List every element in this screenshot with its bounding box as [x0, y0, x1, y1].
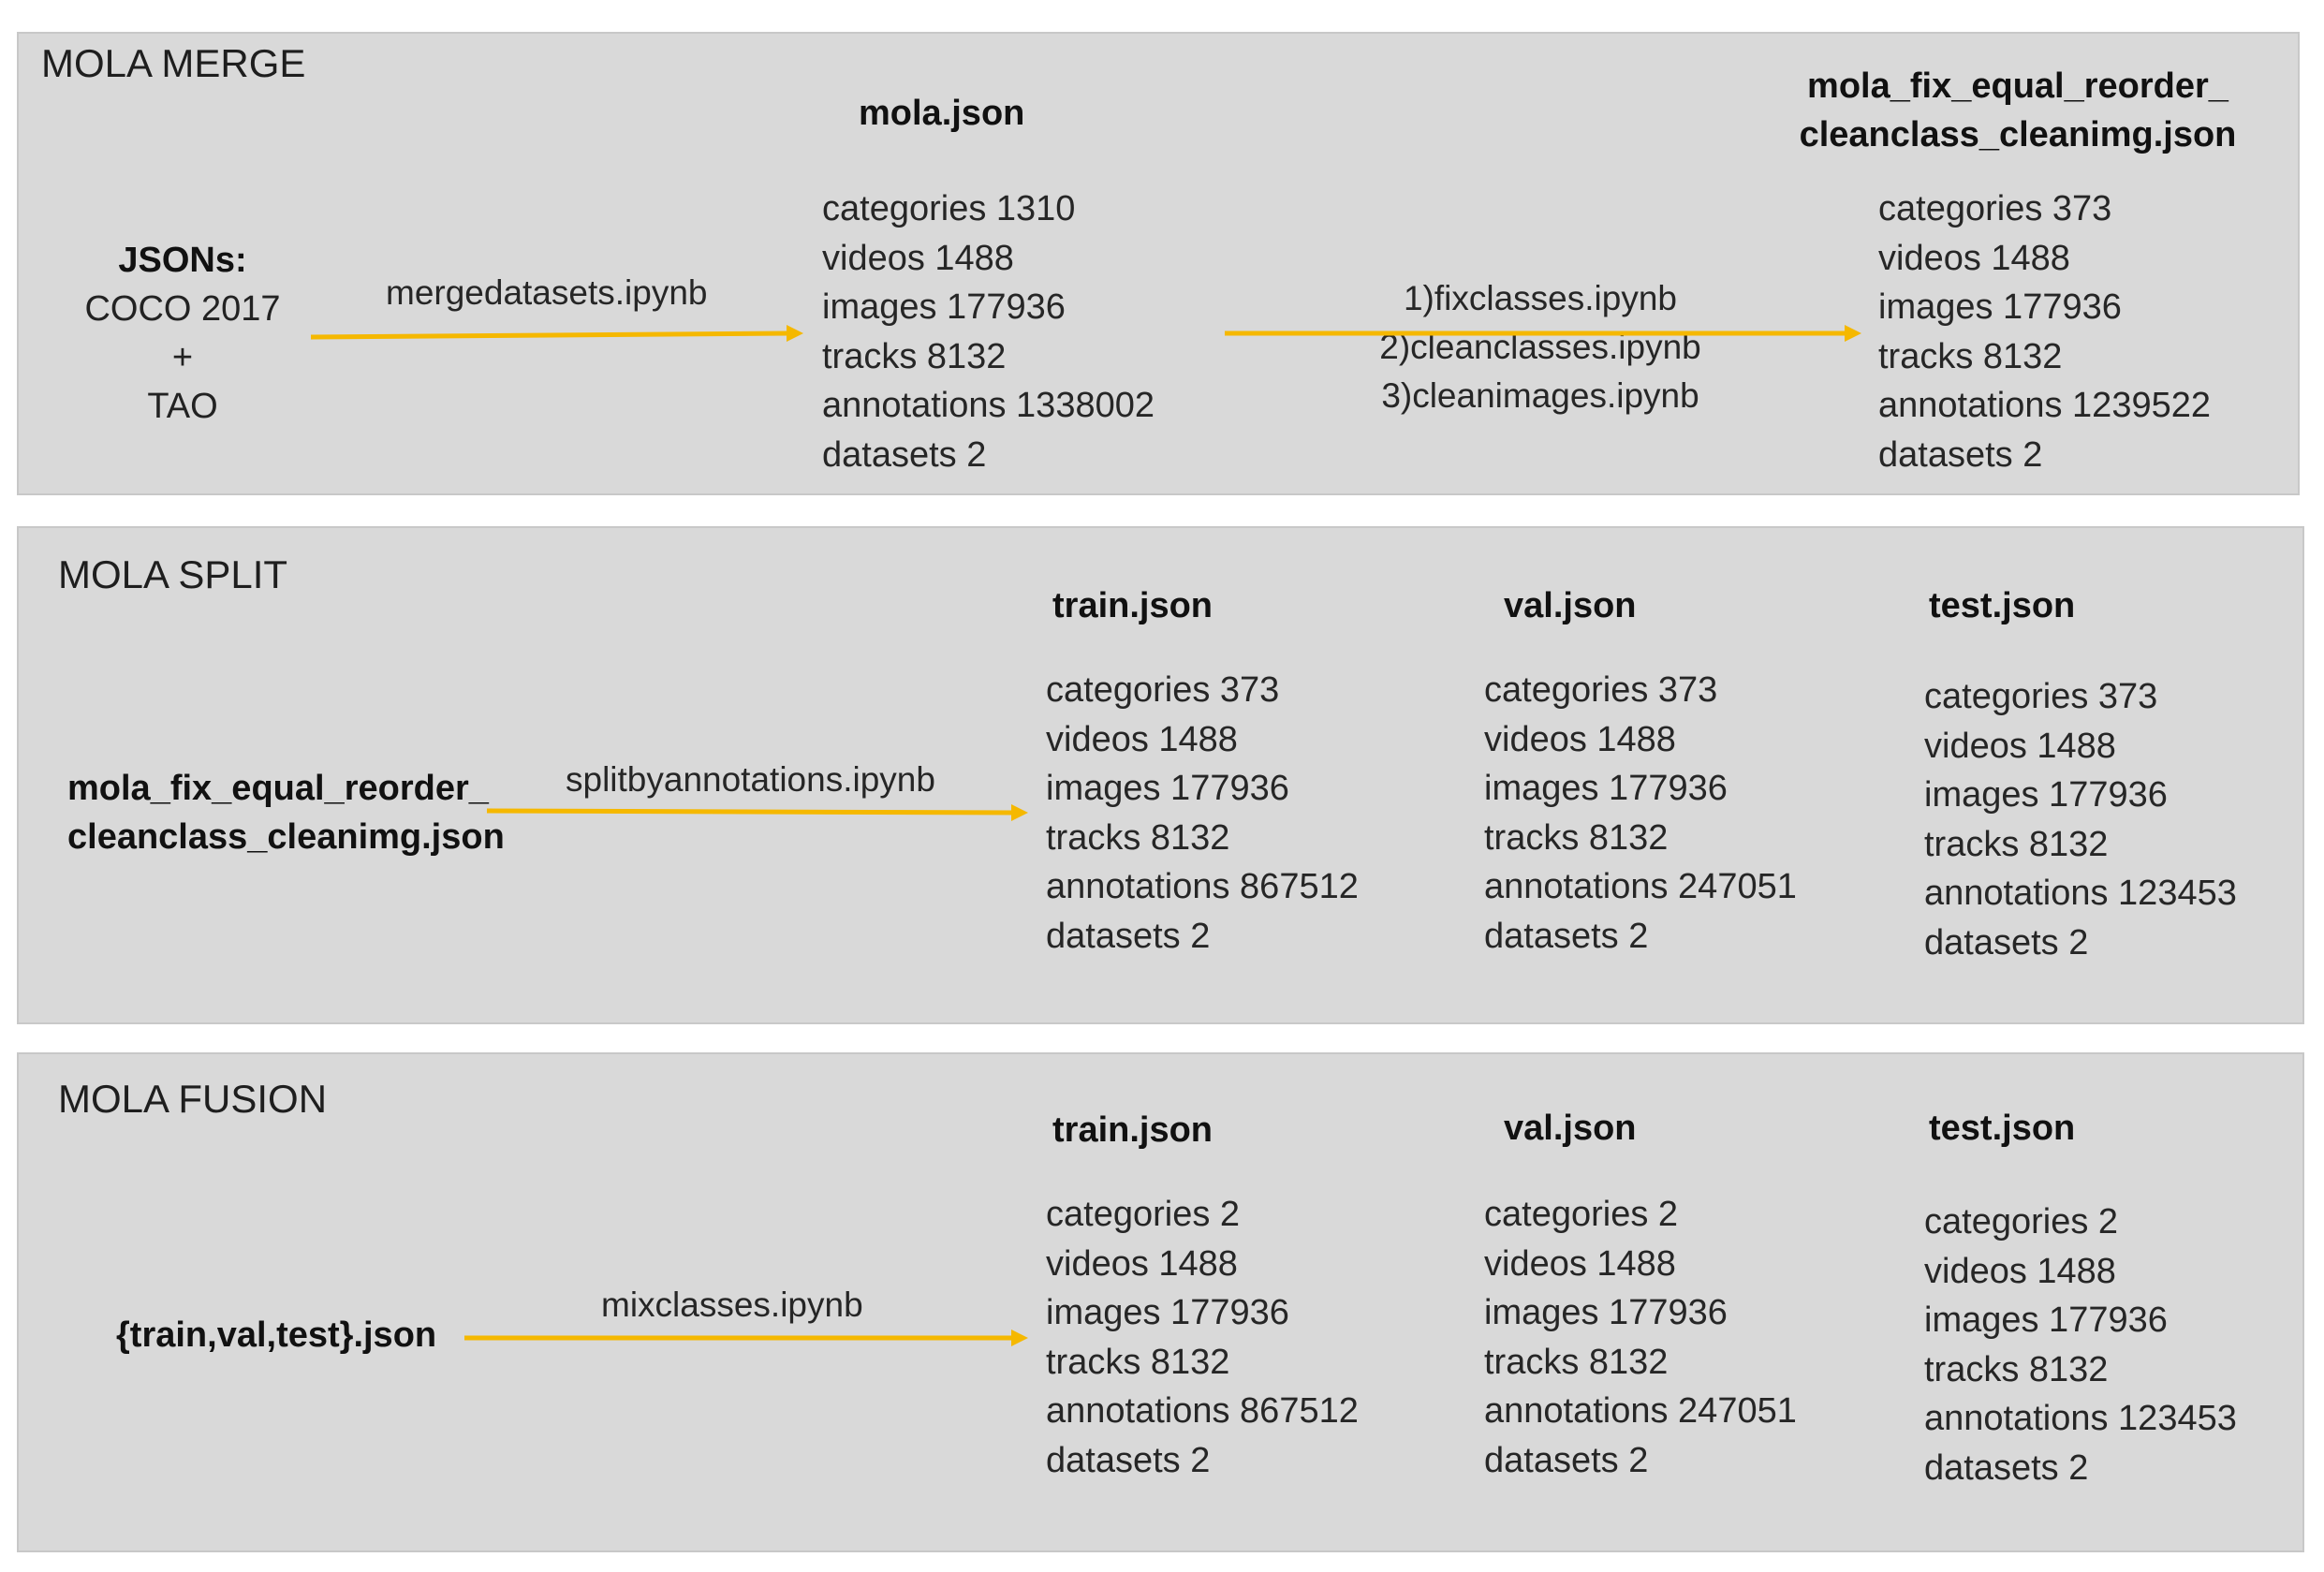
stat-line: datasets 2 — [1924, 922, 2089, 962]
stat-line: tracks 8132 — [1484, 1342, 1669, 1382]
stat-line: categories 373 — [1924, 677, 2158, 716]
stat-line: annotations 1239522 — [1878, 386, 2211, 425]
file-name-line: cleanclass_cleanimg.json — [67, 817, 505, 857]
stat-line: datasets 2 — [1046, 1440, 1211, 1480]
stat-line: datasets 2 — [1924, 1447, 2089, 1488]
stat-line: images 177936 — [1924, 775, 2168, 815]
merge-source-line: TAO — [147, 387, 218, 426]
merge-source-line: + — [171, 338, 194, 377]
fusion-test-file-stats — [1924, 1197, 2237, 1492]
stat-line: tracks 8132 — [1046, 1342, 1230, 1382]
stat-line: videos 1488 — [1924, 1251, 2116, 1291]
stat-line: datasets 2 — [1484, 916, 1649, 956]
stat-line: annotations 247051 — [1484, 1391, 1797, 1431]
merge-mid-file-name: mola.json — [859, 94, 1025, 133]
merge-out-file-name — [1798, 62, 2238, 159]
merge-script-label: mergedatasets.ipynb — [386, 273, 708, 312]
stat-line: annotations 867512 — [1046, 867, 1359, 906]
merge-out-file-stats — [1878, 184, 2211, 479]
file-name-line: mola_fix_equal_reorder_ — [1807, 66, 2228, 106]
stat-line: videos 1488 — [1046, 719, 1238, 759]
file-name-line: cleanclass_cleanimg.json — [1799, 115, 2237, 154]
file-name-line: mola_fix_equal_reorder_ — [67, 769, 489, 808]
fusion-train-file-name: train.json — [1052, 1110, 1213, 1150]
split-val-file-name: val.json — [1504, 586, 1637, 625]
split-test-file-stats — [1924, 672, 2237, 967]
stat-line: images 177936 — [1046, 769, 1289, 808]
split-title: MOLA SPLIT — [58, 552, 288, 596]
stat-line: annotations 1338002 — [822, 386, 1155, 425]
merge-mid-file-stats — [822, 184, 1155, 479]
stat-line: videos 1488 — [1046, 1243, 1238, 1284]
step-line: 1)fixclasses.ipynb — [1403, 279, 1677, 317]
stat-line: images 177936 — [1878, 287, 2122, 327]
fusion-title: MOLA FUSION — [58, 1077, 328, 1121]
stat-line: categories 2 — [1046, 1195, 1241, 1234]
stat-line: images 177936 — [1484, 1293, 1728, 1332]
stat-line: tracks 8132 — [822, 336, 1007, 376]
step-line: 2)cleanclasses.ipynb — [1379, 328, 1701, 366]
stat-line: categories 373 — [1046, 670, 1280, 710]
stat-line: tracks 8132 — [1484, 817, 1669, 858]
fusion-source: {train,val,test}.json — [116, 1315, 437, 1355]
stat-line: datasets 2 — [1046, 916, 1211, 956]
stat-line: videos 1488 — [822, 238, 1014, 278]
split-test-file-name: test.json — [1929, 586, 2076, 625]
fusion-val-file-stats — [1484, 1190, 1797, 1485]
stat-line: annotations 247051 — [1484, 867, 1797, 906]
stat-line: categories 1310 — [822, 189, 1076, 228]
stat-line: datasets 2 — [1878, 434, 2043, 475]
stat-line: images 177936 — [1924, 1300, 2168, 1340]
merge-source-label: JSONs: — [118, 241, 247, 280]
stat-line: images 177936 — [1046, 1293, 1289, 1332]
stat-line: datasets 2 — [1484, 1440, 1649, 1480]
stat-line: images 177936 — [1484, 769, 1728, 808]
fusion-script-label: mixclasses.ipynb — [601, 1286, 863, 1324]
stat-line: annotations 867512 — [1046, 1391, 1359, 1431]
stat-line: categories 2 — [1924, 1202, 2119, 1241]
split-source — [67, 764, 505, 861]
stat-line: datasets 2 — [822, 434, 987, 475]
merge-source-line: COCO 2017 — [84, 289, 281, 329]
stat-line: annotations 123453 — [1924, 1399, 2237, 1438]
split-train-file-stats — [1046, 666, 1359, 961]
stat-line: videos 1488 — [1878, 238, 2070, 278]
stat-line: tracks 8132 — [1924, 824, 2109, 864]
merge-source — [56, 236, 309, 431]
stat-line: categories 373 — [1878, 189, 2112, 228]
stat-line: videos 1488 — [1924, 726, 2116, 766]
fusion-test-file-name: test.json — [1929, 1109, 2076, 1148]
merge-steps — [1348, 274, 1732, 420]
stat-line: videos 1488 — [1484, 719, 1676, 759]
stat-line: videos 1488 — [1484, 1243, 1676, 1284]
split-train-file-name: train.json — [1052, 586, 1213, 625]
fusion-train-file-stats — [1046, 1190, 1359, 1485]
stat-line: categories 2 — [1484, 1195, 1679, 1234]
stat-line: categories 373 — [1484, 670, 1718, 710]
split-val-file-stats — [1484, 666, 1797, 961]
fusion-val-file-name: val.json — [1504, 1109, 1637, 1148]
stat-line: images 177936 — [822, 287, 1066, 327]
stat-line: tracks 8132 — [1924, 1349, 2109, 1389]
stat-line: tracks 8132 — [1046, 817, 1230, 858]
split-script-label: splitbyannotations.ipynb — [566, 760, 935, 799]
stat-line: annotations 123453 — [1924, 874, 2237, 913]
merge-title: MOLA MERGE — [41, 41, 306, 85]
step-line: 3)cleanimages.ipynb — [1381, 376, 1699, 415]
stat-line: tracks 8132 — [1878, 336, 2063, 376]
